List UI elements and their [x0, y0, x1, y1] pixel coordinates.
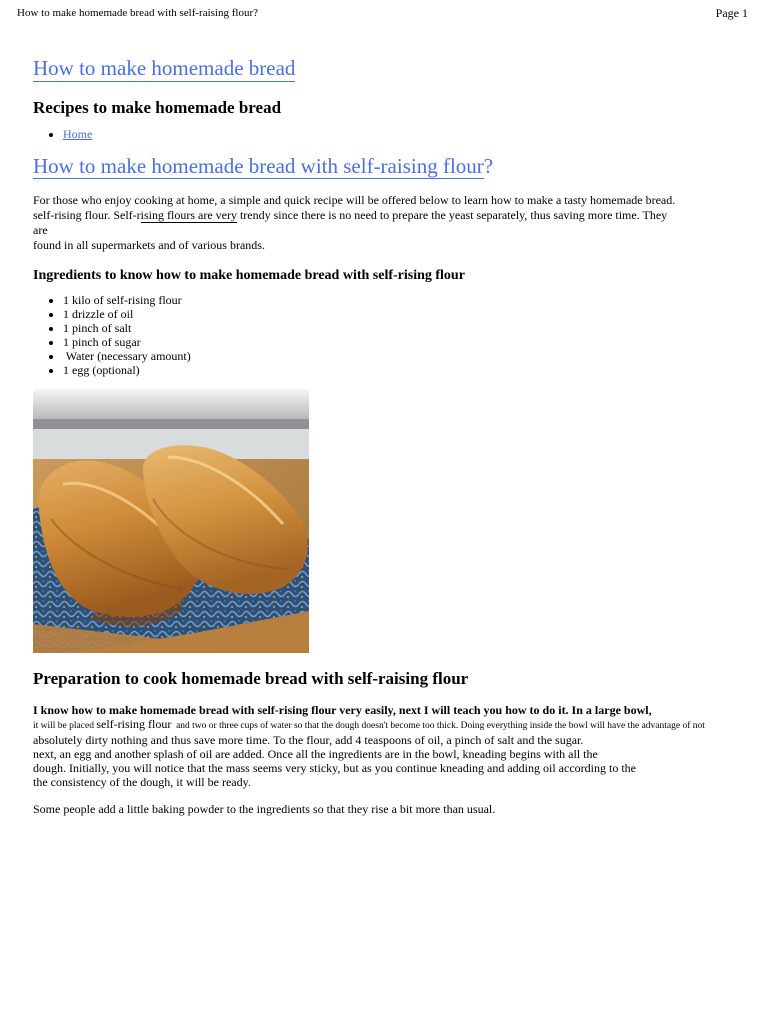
bread-photo — [33, 389, 309, 653]
prep-line-3: absolutely dirty nothing and thus save more time. To the flour, add 4 teaspoons of oil, a pinch of salt and the sugar. — [33, 733, 584, 747]
preparation-heading: Preparation to cook homemade bread with self-raising flour — [33, 669, 469, 688]
prep-line-5: dough. Initially, you will notice that the mass seems very sticky, but as you continue kneading and adding oil according to the — [33, 761, 636, 775]
intro-line-2c: trendy since there is no need to prepare the yeast separately, thus saving more time. They are — [33, 208, 668, 237]
page-number: Page 1 — [715, 6, 748, 20]
intro-line-1: For those who enjoy cooking at home, a simple and quick recipe will be offered below to learn how to make a tasty homemade bread. — [33, 193, 676, 207]
site-title — [33, 54, 738, 82]
article-title-suffix: ? — [483, 154, 494, 178]
article-title — [33, 153, 738, 179]
prep-line-2a: it will be placed — [33, 721, 97, 731]
prep-line-6: the consistency of the dough, it will be ready. — [33, 775, 251, 789]
article-title-link[interactable]: How to make homemade bread with self-raising flour — [33, 154, 484, 178]
list-item: • 1 egg (optional) — [63, 363, 738, 377]
intro-paragraph — [33, 193, 683, 253]
list-item: • 1 pinch of salt — [63, 321, 738, 335]
list-item: • Water (necessary amount) — [63, 349, 738, 363]
ingredients-heading: Ingredients to know how to make homemade bread with self-rising flour — [33, 268, 465, 283]
list-item: • 1 kilo of self-rising flour — [63, 293, 738, 307]
list-item: • 1 drizzle of oil — [63, 307, 738, 321]
preparation-paragraph — [33, 703, 738, 789]
home-link[interactable]: Home — [63, 127, 93, 141]
list-item: • 1 pinch of sugar — [63, 335, 738, 349]
prep-line-4: next, an egg and another splash of oil are added. Once all the ingredients are in the bowl, kneading begins with all the — [33, 747, 598, 761]
intro-line-3: found in all supermarkets and of various brands. — [33, 238, 265, 252]
prep-line-2c: and two or three cups of water so that the dough doesn't become too thick. Doing everything inside the bowl will have the advantage of not — [171, 721, 705, 731]
document-title: How to make homemade bread with self-raising flour? — [17, 7, 259, 19]
intro-line-2a: self-rising flour. Self-r — [33, 208, 141, 222]
nav-menu — [33, 127, 738, 142]
nav-item-home — [63, 127, 738, 142]
intro-line-2b: ising flours are very — [140, 208, 237, 222]
prep-line-2b: self-rising flour — [96, 717, 172, 731]
ingredients-list — [33, 293, 738, 377]
prep-line-1: I know how to make homemade bread with self-rising flour very easily, next I will teach you how to do it. In a large bowl, — [33, 703, 652, 717]
baking-powder-note: Some people add a little baking powder to the ingredients so that they rise a bit more than usual. — [33, 802, 496, 816]
site-tagline: Recipes to make homemade bread — [33, 98, 282, 117]
site-title-link[interactable]: How to make homemade bread — [33, 56, 296, 80]
print-header — [17, 6, 748, 22]
main-content — [33, 54, 738, 817]
